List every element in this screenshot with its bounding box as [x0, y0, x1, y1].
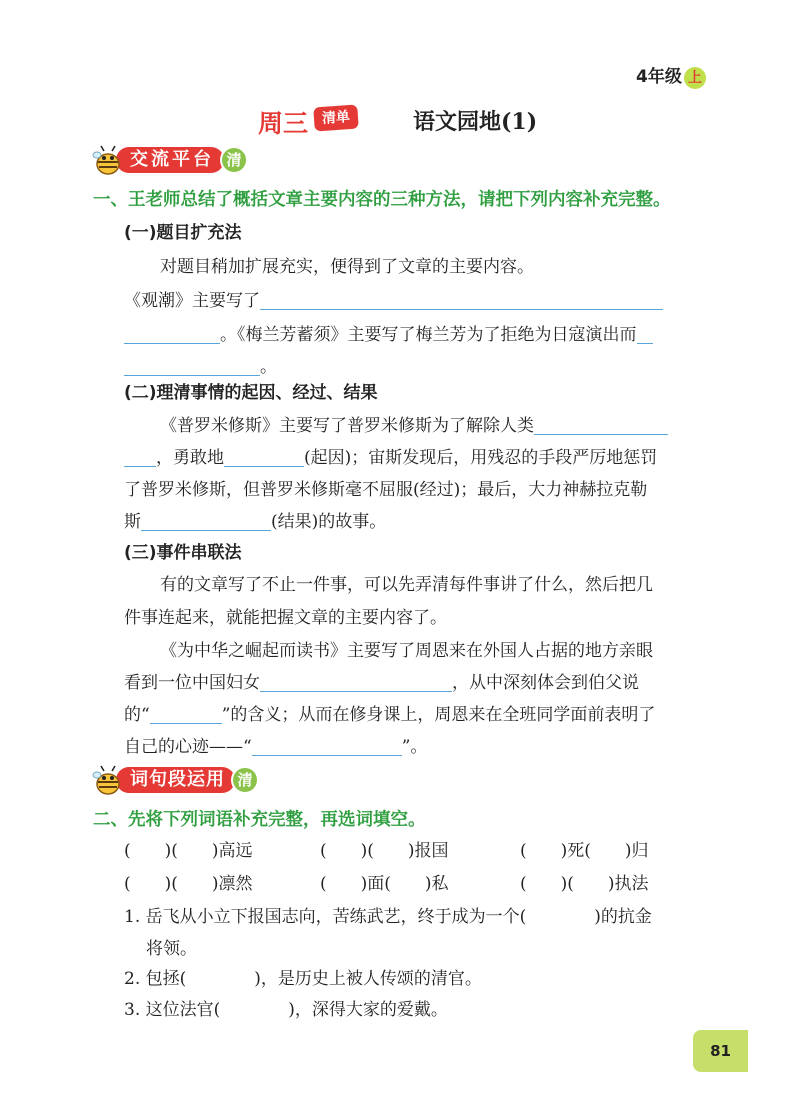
- method-1-desc: 对题目稍加扩展充实，便得到了文章的主要内容。: [160, 257, 534, 277]
- title-badge: 清单: [313, 104, 359, 131]
- method-3-para-1a: 有的文章写了不止一件事，可以先弄清每件事讲了什么，然后把几: [160, 575, 653, 595]
- method-1-line-1: 《观潮》主要写了: [124, 286, 663, 311]
- grade-badge: 上: [684, 67, 706, 89]
- section-label: 交流平台: [116, 147, 224, 173]
- question-1: 一、王老师总结了概括文章主要内容的三种方法，请把下列内容补充完整。: [93, 190, 671, 210]
- answer-blank[interactable]: [260, 671, 452, 692]
- answer-blank[interactable]: [124, 323, 220, 344]
- method-2-line-4: 斯 (结果)的故事。: [124, 512, 387, 532]
- sentence-3[interactable]: 3. 这位法官( )，深得大家的爱戴。: [124, 1000, 448, 1020]
- section-label: 词句段运用: [116, 767, 235, 793]
- bee-icon: [92, 145, 122, 175]
- method-3-para-2c: 的“ ”的含义；从而在修身课上，周恩来在全班同学面前表明了: [124, 705, 656, 725]
- answer-blank[interactable]: [534, 414, 668, 435]
- word-item[interactable]: ( )面( )私: [320, 874, 449, 894]
- sentence-1[interactable]: 1. 岳飞从小立下报国志向，苦练武艺，终于成为一个( )的抗金: [124, 907, 652, 927]
- method-1-line-3: 。: [124, 352, 277, 377]
- method-3-heading: (三)事件串联法: [124, 543, 242, 563]
- grade-text: 4年级: [636, 67, 682, 87]
- word-row-1: [124, 836, 724, 860]
- method-2-line-3: 了普罗米修斯，但普罗米修斯毫不屈服(经过)；最后，大力神赫拉克勒: [124, 480, 648, 500]
- method-2-heading: (二)理清事情的起因、经过、结果: [124, 383, 378, 403]
- grade-label: [636, 62, 706, 89]
- word-row-2: [124, 869, 724, 893]
- answer-blank[interactable]: [637, 323, 653, 344]
- method-3-para-2a: 《为中华之崛起而读书》主要写了周恩来在外国人占据的地方亲眼: [160, 641, 653, 661]
- word-item[interactable]: ( )( )高远: [124, 841, 253, 861]
- sentence-1-cont: 将领。: [146, 939, 197, 959]
- word-item[interactable]: ( )( )执法: [520, 874, 649, 894]
- method-2-line-1: 《普罗米修斯》主要写了普罗米修斯为了解除人类: [160, 411, 668, 436]
- section-header-words: [92, 763, 259, 797]
- answer-blank[interactable]: [260, 289, 663, 310]
- section-badge: 清: [220, 146, 248, 174]
- answer-blank[interactable]: [224, 446, 304, 467]
- page-number: 81: [693, 1030, 748, 1072]
- answer-blank[interactable]: [150, 703, 222, 724]
- section-badge: 清: [231, 766, 259, 794]
- sentence-2[interactable]: 2. 包拯( )，是历史上被人传颂的清官。: [124, 969, 482, 989]
- word-item[interactable]: ( )死( )归: [520, 841, 649, 861]
- question-2: 二、先将下列词语补充完整，再选词填空。: [93, 810, 426, 830]
- page-title: 语文园地(1): [413, 109, 538, 135]
- method-3-para-1b: 件事连起来，就能把握文章的主要内容了。: [124, 608, 447, 628]
- method-3-para-2d: 自己的心迹——“ ”。: [124, 737, 428, 757]
- title-day: 周三: [258, 109, 309, 138]
- answer-blank[interactable]: [124, 446, 156, 467]
- section-header-exchange: [92, 143, 248, 177]
- answer-blank[interactable]: [124, 355, 260, 376]
- method-1-heading: (一)题目扩充法: [124, 223, 242, 243]
- answer-blank[interactable]: [252, 735, 402, 756]
- bee-icon: [92, 765, 122, 795]
- word-item[interactable]: ( )( )报国: [320, 841, 449, 861]
- method-2-line-2: ，勇敢地 (起因)；宙斯发现后，用残忍的手段严厉地惩罚: [124, 443, 657, 468]
- method-1-line-2: 。《梅兰芳蓄须》主要写了梅兰芳为了拒绝为日寇演出而: [124, 320, 653, 345]
- answer-blank[interactable]: [141, 510, 271, 531]
- method-3-para-2b: 看到一位中国妇女 ，从中深刻体会到伯父说: [124, 673, 639, 693]
- word-item[interactable]: ( )( )凛然: [124, 874, 253, 894]
